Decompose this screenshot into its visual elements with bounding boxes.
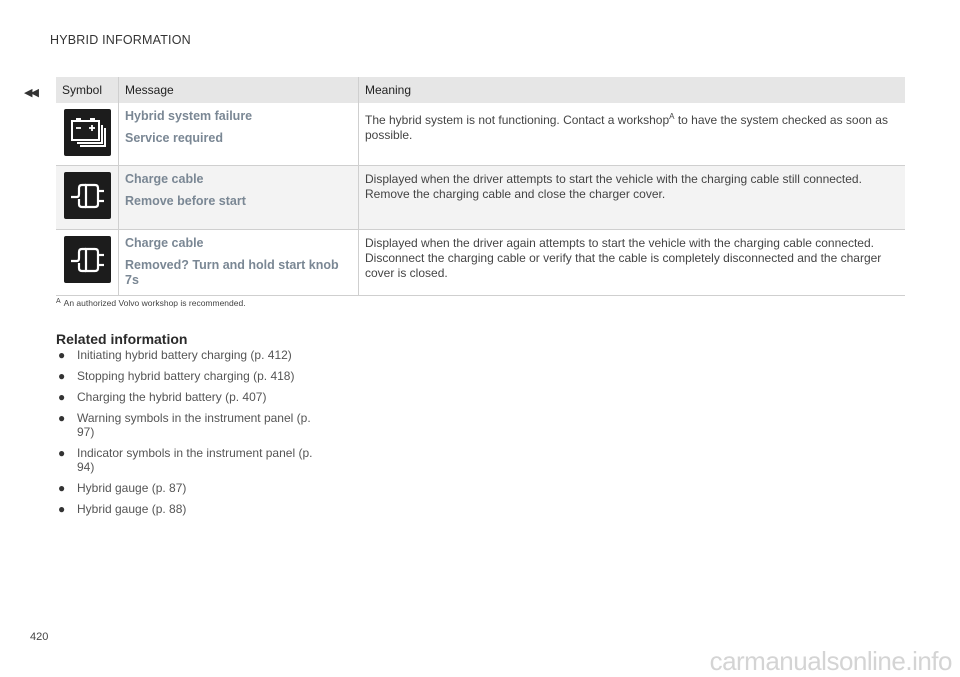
message-title: Charge cable (125, 236, 204, 250)
column-header-meaning: Meaning (359, 77, 906, 103)
list-item[interactable] (56, 348, 316, 362)
message-cell (119, 230, 359, 296)
charge-cable-icon (64, 172, 111, 219)
bullet-icon: ● (58, 446, 66, 460)
footnote (56, 298, 246, 308)
meaning-text: The hybrid system is not functioning. Contact a workshop (365, 113, 670, 127)
link-text[interactable]: Stopping hybrid battery charging (p. 418) (77, 369, 295, 383)
bullet-icon: ● (58, 502, 66, 516)
symbol-cell (56, 230, 119, 296)
link-text[interactable]: Warning symbols in the instrument panel (p. 97) (77, 411, 311, 439)
related-information-list (56, 348, 316, 523)
message-cell (119, 103, 359, 166)
bullet-icon: ● (58, 481, 66, 495)
meaning-text-continued: to have the system checked as soon as possible. (365, 113, 888, 142)
page-number: 420 (30, 631, 49, 643)
list-item[interactable] (56, 502, 316, 516)
list-item[interactable] (56, 446, 316, 474)
table-row (56, 166, 905, 230)
link-text[interactable]: Indicator symbols in the instrument panel (p. 94) (77, 446, 313, 474)
column-header-message: Message (119, 77, 359, 103)
list-item[interactable] (56, 390, 316, 404)
bullet-icon: ● (58, 348, 66, 362)
meaning-cell: Displayed when the driver again attempts to start the vehicle with the charging cable connected. Disconnect the charging cable or verify that the cable is completely disconnected and the charger cover is closed. (359, 230, 906, 296)
list-item[interactable] (56, 481, 316, 495)
message-subtitle: Remove before start (125, 194, 246, 208)
link-text[interactable]: Initiating hybrid battery charging (p. 412) (77, 348, 292, 362)
link-text[interactable]: Charging the hybrid battery (p. 407) (77, 390, 267, 404)
footnote-reference: A (669, 112, 675, 121)
symbols-table (56, 77, 905, 296)
list-item[interactable] (56, 369, 316, 383)
table-header-row (56, 77, 905, 103)
footnote-mark: A (56, 298, 61, 305)
charge-cable-icon (64, 236, 111, 283)
symbol-cell (56, 103, 119, 166)
message-subtitle: Removed? Turn and hold start knob 7s (125, 258, 339, 287)
meaning-cell: Displayed when the driver attempts to start the vehicle with the charging cable still connected. Remove the charging cable and close the charger cover. (359, 166, 906, 230)
section-title: HYBRID INFORMATION (50, 33, 191, 47)
column-header-symbol: Symbol (56, 77, 119, 103)
battery-warning-icon (64, 109, 111, 156)
bullet-icon: ● (58, 369, 66, 383)
double-chevron-left-icon: ◀◀ (24, 87, 37, 99)
link-text[interactable]: Hybrid gauge (p. 87) (77, 481, 187, 495)
bullet-icon: ● (58, 390, 66, 404)
list-item[interactable] (56, 411, 316, 439)
message-title: Charge cable (125, 172, 204, 186)
table-row (56, 103, 905, 166)
message-title: Hybrid system failure (125, 109, 253, 123)
link-text[interactable]: Hybrid gauge (p. 88) (77, 502, 187, 516)
message-cell (119, 166, 359, 230)
message-subtitle: Service required (125, 131, 223, 145)
watermark: carmanualsonline.info (709, 646, 952, 676)
related-information-heading: Related information (56, 331, 188, 347)
symbol-cell (56, 166, 119, 230)
meaning-cell (359, 103, 906, 166)
table-row (56, 230, 905, 296)
bullet-icon: ● (58, 411, 66, 425)
footnote-text: An authorized Volvo workshop is recommended. (63, 298, 246, 308)
